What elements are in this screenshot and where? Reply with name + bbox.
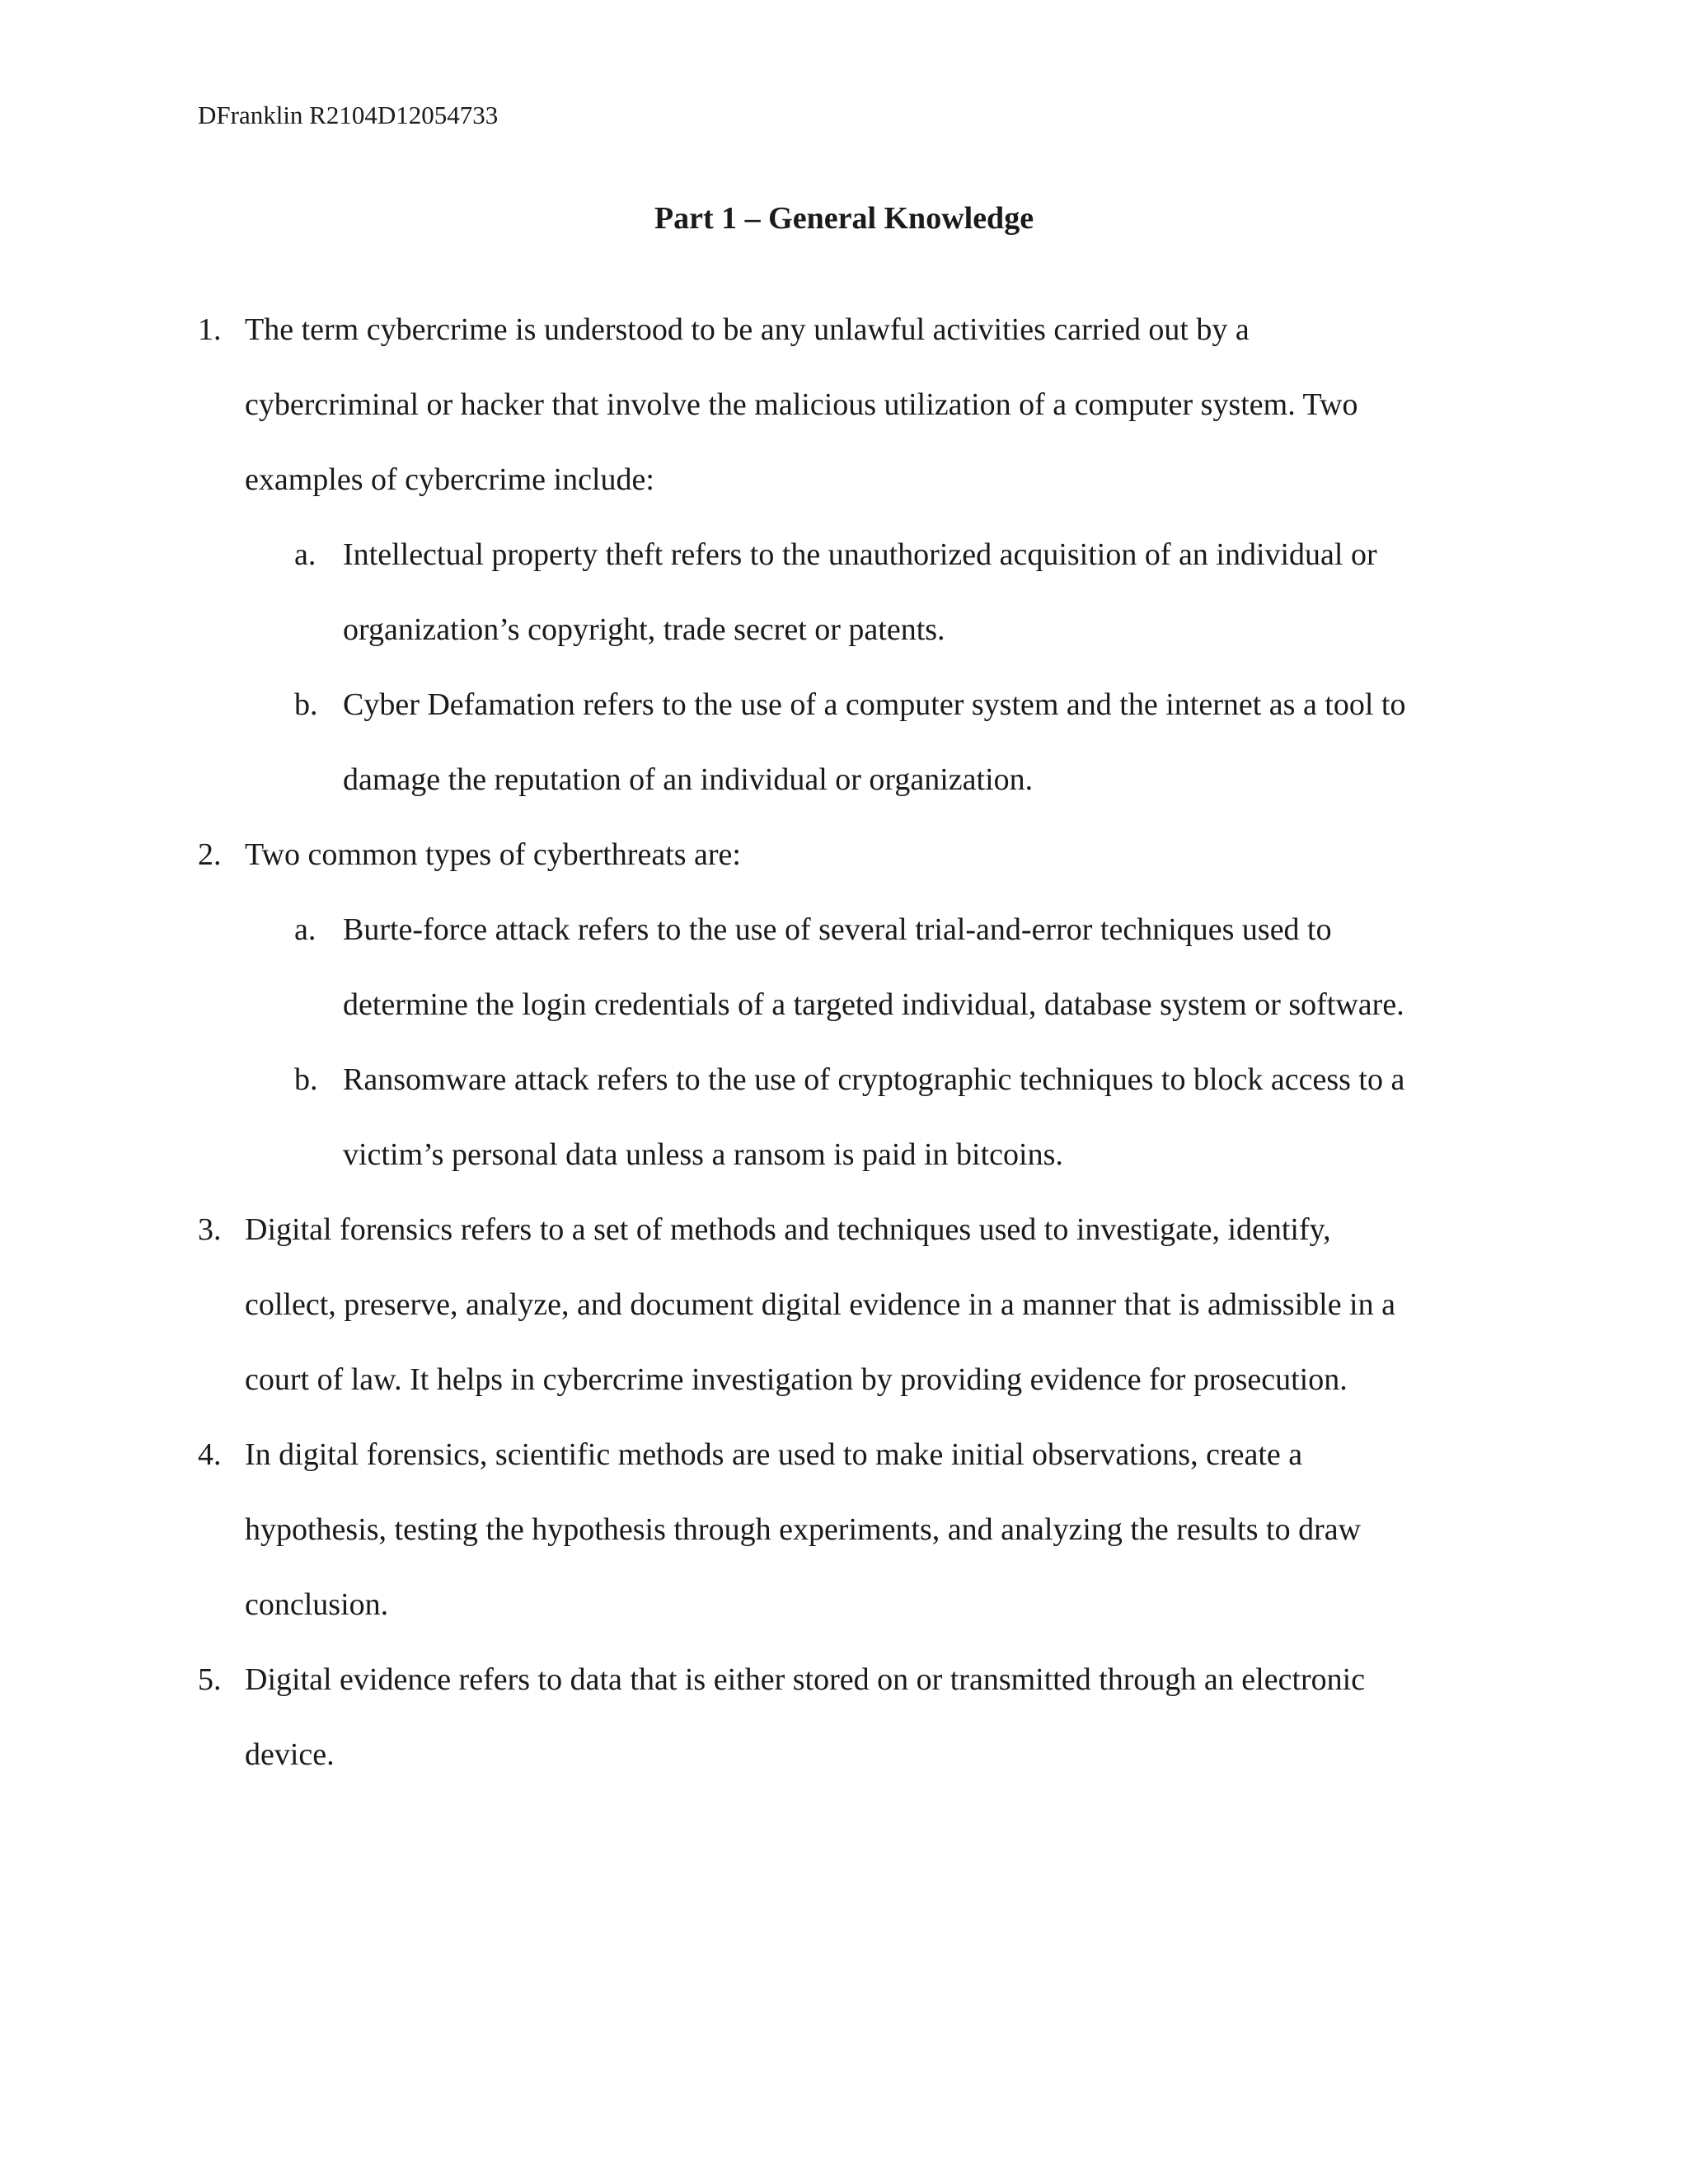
paragraph-line: device. [245,1737,335,1772]
paragraph-line: hypothesis, testing the hypothesis through experiments, and analyzing the results to draw [245,1512,1362,1547]
list-item-number: 4. [198,1437,222,1472]
paragraph-line: collect, preserve, analyze, and document digital evidence in a manner that is admissible in a [245,1287,1395,1322]
paragraph-line: court of law. It helps in cybercrime investigation by providing evidence for prosecution. [245,1362,1348,1397]
paragraph-line: organization’s copyright, trade secret or patents. [343,612,945,647]
paragraph-line: The term cybercrime is understood to be any unlawful activities carried out by a [245,312,1250,347]
paragraph-line: damage the reputation of an individual or organization. [343,762,1034,797]
list-item-number: 1. [198,312,222,347]
list-item-number: 3. [198,1212,222,1247]
paragraph-line: cybercriminal or hacker that involve the malicious utilization of a computer system. Two [245,387,1358,422]
list-item-number: 2. [198,837,222,872]
paragraph-line: Burte-force attack refers to the use of several trial-and-error techniques used to [343,912,1332,947]
sub-item-letter: a. [294,912,316,947]
sub-item-letter: b. [294,687,318,722]
paragraph-line: Digital evidence refers to data that is either stored on or transmitted through an electronic [245,1662,1366,1697]
paragraph-line: Two common types of cyberthreats are: [245,837,741,872]
paragraph-line: Intellectual property theft refers to the unauthorized acquisition of an individual or [343,537,1377,572]
sub-item-letter: b. [294,1062,318,1097]
paragraph-line: Cyber Defamation refers to the use of a computer system and the internet as a tool to [343,687,1406,722]
paragraph-line: conclusion. [245,1587,389,1622]
document-header: DFranklin R2104D12054733 [198,101,499,129]
paragraph-line: victim’s personal data unless a ransom is paid in bitcoins. [343,1137,1063,1172]
paragraph-line: Digital forensics refers to a set of methods and techniques used to investigate, identify, [245,1212,1331,1247]
list-item-number: 5. [198,1662,222,1697]
paragraph-line: In digital forensics, scientific methods are used to make initial observations, create a [245,1437,1303,1472]
paragraph-line: examples of cybercrime include: [245,462,654,497]
paragraph-line: Ransomware attack refers to the use of cryptographic techniques to block access to a [343,1062,1405,1097]
sub-item-letter: a. [294,537,316,572]
page-title: Part 1 – General Knowledge [654,201,1034,236]
paragraph-line: determine the login credentials of a targeted individual, database system or software. [343,987,1404,1022]
